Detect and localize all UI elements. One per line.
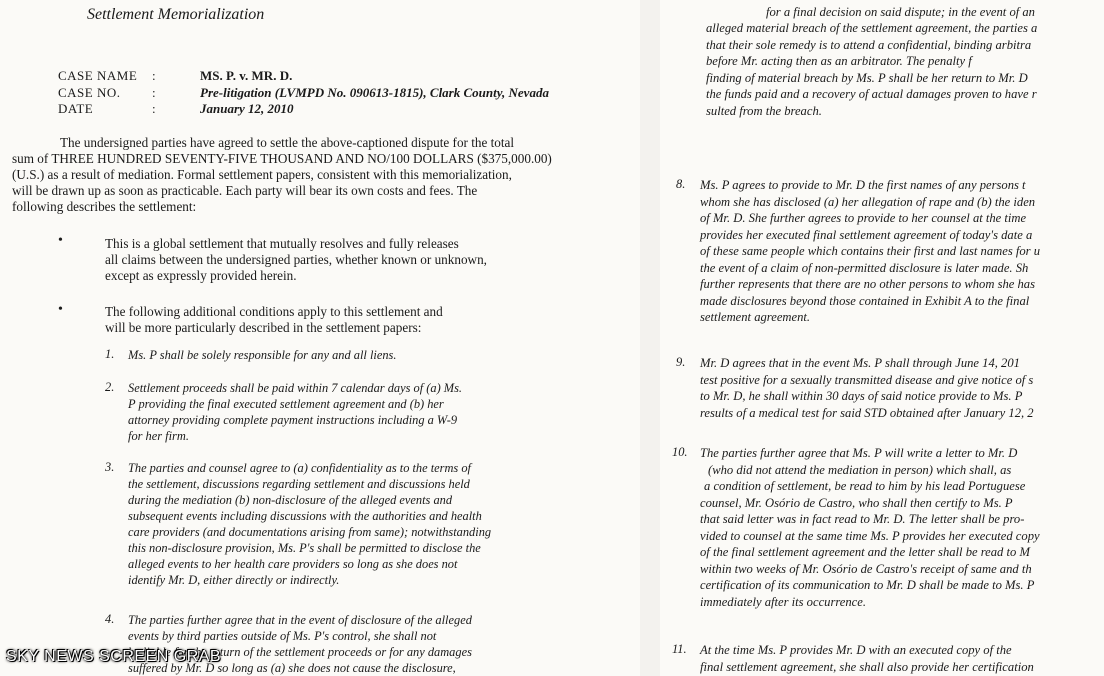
bullet-icon: • <box>58 233 63 248</box>
item-number: 4. <box>105 612 115 626</box>
settlement-item <box>700 642 1034 675</box>
item-number: 9. <box>676 355 686 369</box>
continued-paragraph <box>706 20 1037 119</box>
item-line: The parties further agree that in the event of disclosure of the alleged <box>128 613 472 627</box>
caption-colon: : <box>152 101 156 116</box>
bullet-line: except as expressly provided herein. <box>105 268 297 283</box>
caption-colon: : <box>152 68 156 83</box>
item-line: the event of a claim of non-permitted disclosure is later made. Sh <box>700 260 1029 275</box>
continued-line: the funds paid and a recovery of actual damages proven to have r <box>706 87 1037 101</box>
sky-news-watermark: SKY NEWS SCREEN GRAB <box>6 648 222 665</box>
item-line: within two weeks of Mr. Osório de Castro's receipt of same and th <box>700 561 1032 576</box>
item-line: vided to counsel at the same time Ms. P provides her executed copy <box>700 528 1040 543</box>
caption-label-case-name: CASE NAME <box>58 68 138 83</box>
caption-label-case-no: CASE NO. <box>58 85 121 100</box>
item-line: a condition of settlement, be read to him by his lead Portuguese <box>704 479 1026 493</box>
bullet-paragraph <box>105 304 443 336</box>
intro-line: following describes the settlement: <box>12 199 197 214</box>
intro-line: sum of THREE HUNDRED SEVENTY-FIVE THOUSAND AND NO/100 DOLLARS ($375,000.00) <box>12 151 552 166</box>
item-line: made disclosures beyond those contained in Exhibit A to the final <box>700 293 1030 308</box>
continued-line: finding of material breach by Ms. P shall be her return to Mr. D <box>706 70 1028 85</box>
caption-label-date: DATE <box>58 101 94 116</box>
item-number: 3. <box>105 460 115 474</box>
settlement-item <box>700 355 1034 421</box>
intro-paragraph <box>12 135 552 215</box>
document-title: Settlement Memorialization <box>87 6 265 23</box>
continued-line: alleged material breach of the settlement agreement, the parties a <box>706 21 1038 35</box>
item-number: 8. <box>676 177 686 191</box>
page-gap <box>640 0 660 676</box>
item-line: Ms. P agrees to provide to Mr. D the first names of any persons t <box>700 178 1026 192</box>
item-line: immediately after its occurrence. <box>700 594 866 609</box>
item-line: this non-disclosure provision, Ms. P's shall be permitted to disclose the <box>128 541 481 555</box>
intro-line: The undersigned parties have agreed to settle the above-captioned dispute for the total <box>60 135 515 150</box>
item-line: counsel, Mr. Osório de Castro, who shall then certify to Ms. P <box>700 495 1013 510</box>
item-line: care providers (and documentations arising from same); notwithstanding <box>128 525 492 539</box>
bullet-line: will be more particularly described in the settlement papers: <box>105 320 422 335</box>
item-line: that said letter was in fact read to Mr. D. The letter shall be pro- <box>700 512 1025 526</box>
case-name-value: MS. P. v. MR. D. <box>200 68 293 83</box>
item-line: final settlement agreement, she shall also provide her certification <box>700 659 1034 674</box>
continued-line: for a final decision on said dispute; in the event of an <box>766 5 1035 19</box>
item-line: The parties further agree that Ms. P will write a letter to Mr. D <box>700 446 1018 460</box>
caption-colon: : <box>152 85 156 100</box>
bullet-line: This is a global settlement that mutually resolves and fully releases <box>105 236 459 251</box>
bullet-icon: • <box>58 302 63 317</box>
date-value: January 12, 2010 <box>200 101 294 116</box>
item-line: The parties and counsel agree to (a) confidentiality as to the terms of <box>128 461 471 475</box>
item-line: subsequent events including discussions with the authorities and health <box>128 509 482 523</box>
item-line: attorney providing complete payment instructions including a W-9 <box>128 413 458 427</box>
item-line: be liable for the return of the settlement proceeds or for any damages <box>128 645 472 659</box>
bullet-line: The following additional conditions apply to this settlement and <box>105 304 443 319</box>
settlement-item <box>128 460 491 588</box>
item-line: alleged events to her health care providers so long as she does not <box>128 557 458 571</box>
item-line: events by third parties outside of Ms. P's control, she shall not <box>128 629 437 643</box>
continued-line: that their sole remedy is to attend a confidential, binding arbitra <box>706 37 1032 52</box>
item-line: provides her executed final settlement agreement of today's date a <box>700 227 1033 242</box>
item-line: whom she has disclosed (a) her allegation of rape and (b) the iden <box>700 194 1036 209</box>
item-number: 1. <box>105 347 115 361</box>
item-line: of the final settlement agreement and the letter shall be read to M <box>700 545 1030 559</box>
item-line: identify Mr. D, either directly or indirectly. <box>128 573 340 587</box>
item-line: At the time Ms. P provides Mr. D with an executed copy of the <box>700 643 1012 657</box>
settlement-item <box>700 445 1040 610</box>
item-line: further represents that there are no other persons to whom she has <box>700 277 1035 291</box>
bullet-paragraph <box>105 236 487 284</box>
intro-line: will be drawn up as soon as practicable. Each party will bear its own costs and fees. The <box>12 183 478 198</box>
item-line: (who did not attend the mediation in person) which shall, as <box>708 462 1012 477</box>
case-no-value: Pre-litigation (LVMPD No. 090613-1815), Clark County, Nevada <box>200 85 549 100</box>
item-line: settlement agreement. <box>700 310 811 324</box>
item-line: the settlement, discussions regarding settlement and discussions held <box>128 477 470 491</box>
item-line: for her firm. <box>128 429 189 443</box>
item-line: of these same people which contains their first and last names for u <box>700 244 1041 258</box>
item-number: 10. <box>672 445 688 459</box>
item-line: results of a medical test for said STD obtained after January 12, 2 <box>700 405 1034 420</box>
right-document-page <box>660 0 1104 676</box>
item-line: suffered by Mr. D so long as (a) she does not cause the disclosure, <box>128 661 456 675</box>
bullet-line: all claims between the undersigned parties, whether known or unknown, <box>105 252 487 267</box>
item-line: certification of its communication to Mr. D shall be made to Ms. P <box>700 578 1035 592</box>
continued-line: sulted from the breach. <box>706 103 822 118</box>
item-line: of Mr. D. She further agrees to provide to her counsel at the time <box>700 211 1027 225</box>
item-number: 11. <box>672 642 687 656</box>
continued-paragraph <box>766 4 1035 21</box>
settlement-item <box>128 347 396 363</box>
item-line: to Mr. D, he shall within 30 days of said notice provide to Ms. P <box>700 389 1023 403</box>
continued-line: before Mr. acting then as an arbitrator. The penalty f <box>706 54 972 68</box>
settlement-item <box>700 177 1040 326</box>
item-line: Ms. P shall be solely responsible for any and all liens. <box>128 348 397 362</box>
intro-line: (U.S.) as a result of mediation. Formal settlement papers, consistent with this memorialization, <box>12 167 512 182</box>
item-line: Mr. D agrees that in the event Ms. P shall through June 14, 201 <box>700 356 1020 370</box>
item-line: P providing the final executed settlement agreement and (b) her <box>128 397 444 411</box>
settlement-item <box>128 612 472 676</box>
item-line: test positive for a sexually transmitted disease and give notice of s <box>700 372 1034 387</box>
item-line: during the mediation (b) non-disclosure of the alleged events and <box>128 493 453 507</box>
item-number: 2. <box>105 380 115 394</box>
settlement-item <box>128 380 462 444</box>
item-line: Settlement proceeds shall be paid within 7 calendar days of (a) Ms. <box>128 381 463 395</box>
